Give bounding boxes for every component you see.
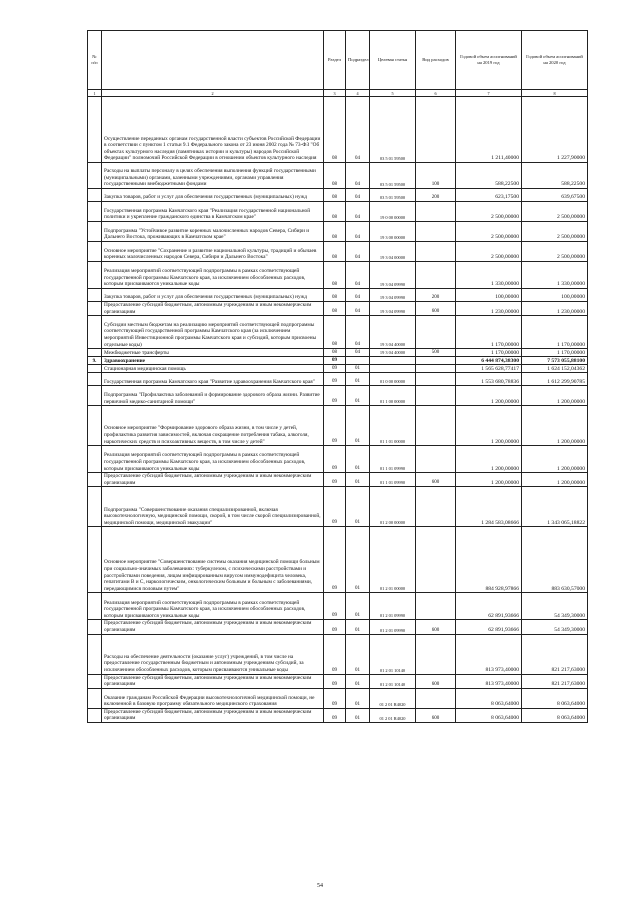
row-expense-type: 600 (416, 473, 456, 487)
row-expense-type: 200 (416, 289, 456, 302)
table-row (88, 357, 588, 365)
row-amount-2019: 2 500,00000 (456, 202, 522, 222)
row-expense-type (416, 487, 456, 527)
row-section: 08 (324, 163, 346, 189)
row-amount-2020: 1 624 152,04362 (522, 365, 588, 373)
row-amount-2019: 1 200,00000 (456, 406, 522, 446)
row-number (88, 634, 102, 674)
row-name: Расходы на выплаты персоналу в целях обеспечения выполнения функций государственными (муниципальными) органами, казенными учреждениями, органами управления государственными внебюджетными фондами (102, 163, 324, 189)
row-name: Предоставление субсидий бюджетным, автономным учреждениям и иным некоммерческим организациям (102, 674, 324, 688)
column-index: 6 (416, 90, 456, 97)
row-section: 09 (324, 593, 346, 620)
row-subsection: 01 (346, 593, 370, 620)
row-subsection: 01 (346, 473, 370, 487)
row-amount-2019: 62 891,93666 (456, 620, 522, 634)
header-target: Целевая статья (370, 31, 416, 90)
row-subsection: 04 (346, 97, 370, 163)
row-section: 08 (324, 349, 346, 357)
row-amount-2020: 1 343 065,18822 (522, 487, 588, 527)
row-target: 03 5 01 59500 (370, 97, 416, 163)
table-row (88, 688, 588, 708)
row-amount-2019: 6 444 874,38300 (456, 357, 522, 365)
table-row (88, 316, 588, 349)
row-subsection: 01 (346, 674, 370, 688)
row-target: 19 3 04 00000 (370, 242, 416, 262)
row-amount-2019: 1 230,00000 (456, 302, 522, 316)
row-target: 19 3 04 09990 (370, 289, 416, 302)
row-number (88, 365, 102, 373)
row-number: 9. (88, 357, 102, 365)
row-subsection: 01 (346, 365, 370, 373)
row-name: Подпрограмма "Профилактика заболеваний и формирование здорового образа жизни. Развитие первичной медико-санитарной помощи" (102, 386, 324, 406)
row-subsection: 01 (346, 386, 370, 406)
header-expense-type: Вид расходов (416, 31, 456, 90)
table-row (88, 349, 588, 357)
row-amount-2020: 2 500,00000 (522, 242, 588, 262)
row-section: 09 (324, 688, 346, 708)
table-row (88, 527, 588, 593)
row-number (88, 349, 102, 357)
row-target: 01 1 01 09990 (370, 473, 416, 487)
row-section: 08 (324, 202, 346, 222)
table-body (88, 97, 588, 723)
row-expense-type: 600 (416, 674, 456, 688)
row-section: 08 (324, 189, 346, 202)
row-expense-type (416, 373, 456, 386)
row-target: 19 3 04 09990 (370, 262, 416, 289)
row-target: 01 2 01 10140 (370, 634, 416, 674)
row-name: Реализация мероприятий соответствующей подпрограммы в рамках соответствующей государственной программы Камчатского края, за исключением обособленных расходов, которым присваиваются уникальные коды (102, 593, 324, 620)
row-section: 09 (324, 373, 346, 386)
row-name: Реализация мероприятий соответствующей подпрограммы в рамках соответствующей государственной программы Камчатского края, за исключением обособленных расходов, которым присваиваются уникальные коды (102, 446, 324, 473)
column-index: 7 (456, 90, 522, 97)
row-target: 01 2 01 R4020 (370, 708, 416, 722)
row-section: 08 (324, 302, 346, 316)
row-section: 09 (324, 386, 346, 406)
row-subsection: 01 (346, 527, 370, 593)
budget-table (87, 30, 588, 723)
table-row (88, 222, 588, 242)
row-subsection (346, 357, 370, 365)
row-amount-2019: 1 565 628,77417 (456, 365, 522, 373)
row-name: Осуществление переданных органам государственной власти субъектов Российской Федерации в соответствии с пунктом 1 статьи 9.1 Федерального закона от 23 июня 2002 года № 73-ФЗ "Об объектах культурного наследия (памятниках истории и культуры) народов Российской Федерации" полномочий Российской Федерации в отношении объектов культурного наследия (102, 97, 324, 163)
row-amount-2019: 623,17500 (456, 189, 522, 202)
table-row (88, 487, 588, 527)
row-section: 08 (324, 97, 346, 163)
row-section: 08 (324, 316, 346, 349)
row-amount-2019: 1 211,40000 (456, 97, 522, 163)
row-expense-type (416, 688, 456, 708)
row-number (88, 527, 102, 593)
row-amount-2019: 100,00000 (456, 289, 522, 302)
row-amount-2020: 588,22500 (522, 163, 588, 189)
row-amount-2020: 821 217,63000 (522, 674, 588, 688)
row-amount-2019: 2 500,00000 (456, 222, 522, 242)
header-amount-2020: Годовой объем ассигнований на 2020 год (522, 31, 588, 90)
row-name: Предоставление субсидий бюджетным, автономным учреждениям и иным некоммерческим организациям (102, 708, 324, 722)
row-target: 01 1 01 00000 (370, 406, 416, 446)
row-expense-type (416, 357, 456, 365)
row-amount-2020: 2 500,00000 (522, 222, 588, 242)
row-target: 19 0 00 00000 (370, 202, 416, 222)
row-name: Субсидии местным бюджетам на реализацию мероприятий соответствующей подпрограммы соответствующей государственной программы Камчатского края (за исключением мероприятий Инвестиционной программы Камчатского края и субсидий, которым присвоены отдельные коды) (102, 316, 324, 349)
row-name: Закупка товаров, работ и услуг для обеспечения государственных (муниципальных) нужд (102, 289, 324, 302)
row-expense-type (416, 527, 456, 593)
row-expense-type (416, 634, 456, 674)
column-index: 5 (370, 90, 416, 97)
row-amount-2019: 1 170,00000 (456, 316, 522, 349)
row-target: 19 3 00 00000 (370, 222, 416, 242)
row-section: 08 (324, 242, 346, 262)
row-section: 08 (324, 289, 346, 302)
row-amount-2019: 1 284 583,08666 (456, 487, 522, 527)
row-subsection: 01 (346, 620, 370, 634)
table-row (88, 446, 588, 473)
row-number (88, 189, 102, 202)
row-expense-type: 500 (416, 349, 456, 357)
row-subsection: 04 (346, 202, 370, 222)
row-amount-2019: 2 500,00000 (456, 242, 522, 262)
row-amount-2020: 821 217,63000 (522, 634, 588, 674)
row-amount-2020: 1 200,00000 (522, 406, 588, 446)
row-amount-2020: 1 170,00000 (522, 349, 588, 357)
row-name: Подпрограмма "Совершенствование оказания специализированной, включая высокотехнологичную, медицинской помощи, скорой, в том числе скорой специализированной, медицинской помощи, медицинской эвакуации" (102, 487, 324, 527)
row-expense-type (416, 406, 456, 446)
row-amount-2019: 1 200,00000 (456, 473, 522, 487)
row-expense-type: 600 (416, 620, 456, 634)
row-subsection: 04 (346, 163, 370, 189)
row-subsection: 04 (346, 289, 370, 302)
row-target: 01 1 01 09990 (370, 446, 416, 473)
header-name (102, 31, 324, 90)
table-row (88, 202, 588, 222)
row-target: 01 2 01 00000 (370, 527, 416, 593)
row-number (88, 487, 102, 527)
row-amount-2020: 1 230,00000 (522, 302, 588, 316)
row-target: 01 2 01 09990 (370, 593, 416, 620)
row-target: 01 2 01 R4020 (370, 688, 416, 708)
row-number (88, 674, 102, 688)
row-name: Предоставление субсидий бюджетным, автономным учреждениям и иным некоммерческим организациям (102, 620, 324, 634)
table-row (88, 386, 588, 406)
row-target: 01 2 00 00000 (370, 487, 416, 527)
row-amount-2020: 7 573 055,88100 (522, 357, 588, 365)
row-subsection: 04 (346, 262, 370, 289)
row-number (88, 688, 102, 708)
header-subsection: Подраздел (346, 31, 370, 90)
row-name: Расходы на обеспечение деятельности (оказание услуг) учреждений, в том числе на предоставление государственным бюджетным и автономным учреждениям субсидий, за исключением обособленных расходов, которым присваиваются уникальные коды (102, 634, 324, 674)
row-target: 19 3 04 09990 (370, 302, 416, 316)
column-index: 2 (102, 90, 324, 97)
row-name: Стационарная медицинская помощь (102, 365, 324, 373)
table-row (88, 620, 588, 634)
row-subsection: 04 (346, 242, 370, 262)
row-subsection: 04 (346, 189, 370, 202)
row-amount-2019: 588,22500 (456, 163, 522, 189)
row-amount-2020: 1 200,00000 (522, 473, 588, 487)
header-no: № п/п (88, 31, 102, 90)
row-number (88, 97, 102, 163)
row-name: Закупка товаров, работ и услуг для обеспечения государственных (муниципальных) нужд (102, 189, 324, 202)
row-name: Оказание гражданам Российской Федерации высокотехнологичной медицинской помощи, не включенной в базовую программу обязательного медицинского страхования (102, 688, 324, 708)
row-amount-2019: 1 330,00000 (456, 262, 522, 289)
row-name: Здравоохранение (102, 357, 324, 365)
row-expense-type: 100 (416, 163, 456, 189)
table-header-row (88, 31, 588, 90)
row-section: 09 (324, 527, 346, 593)
table-row (88, 163, 588, 189)
row-amount-2020: 54 349,30000 (522, 593, 588, 620)
row-subsection: 04 (346, 222, 370, 242)
row-target: 03 5 01 59500 (370, 189, 416, 202)
row-expense-type (416, 365, 456, 373)
row-section: 09 (324, 487, 346, 527)
row-section: 08 (324, 262, 346, 289)
row-target: 01 1 00 00000 (370, 386, 416, 406)
row-number (88, 620, 102, 634)
row-amount-2020: 639,67500 (522, 189, 588, 202)
row-amount-2019: 1 170,00000 (456, 349, 522, 357)
row-section: 09 (324, 620, 346, 634)
row-target: 01 2 01 09990 (370, 620, 416, 634)
row-section: 09 (324, 357, 346, 365)
row-name: Основное мероприятие "Сохранение и развитие национальной культуры, традиций и обычаев коренных малочисленных народов Севера, Сибири и Дальнего Востока" (102, 242, 324, 262)
table-row (88, 289, 588, 302)
table-row (88, 242, 588, 262)
row-amount-2020: 1 330,00000 (522, 262, 588, 289)
row-section: 09 (324, 473, 346, 487)
row-amount-2020: 54 349,30000 (522, 620, 588, 634)
row-amount-2020: 8 063,64000 (522, 708, 588, 722)
row-name: Межбюджетные трансферты (102, 349, 324, 357)
row-number (88, 446, 102, 473)
row-name: Основное мероприятие "Формирование здорового образа жизни, в том числе у детей, профилактика развития зависимостей, включая сокращение потребления табака, алкоголя, наркотических средств и психоактивных веществ, в том числе у детей" (102, 406, 324, 446)
row-target: 19 3 04 40000 (370, 316, 416, 349)
row-expense-type (416, 262, 456, 289)
table-row (88, 373, 588, 386)
row-subsection: 01 (346, 634, 370, 674)
row-subsection: 01 (346, 373, 370, 386)
row-section: 09 (324, 365, 346, 373)
row-number (88, 593, 102, 620)
table-row (88, 189, 588, 202)
row-subsection: 01 (346, 688, 370, 708)
row-amount-2020: 1 200,00000 (522, 386, 588, 406)
row-subsection: 04 (346, 316, 370, 349)
row-number (88, 262, 102, 289)
row-number (88, 406, 102, 446)
row-expense-type (416, 386, 456, 406)
row-name: Государственная программа Камчатского края "Реализация государственной национальной политики и укрепление гражданского единства в Камчатском крае" (102, 202, 324, 222)
table-row (88, 365, 588, 373)
row-subsection: 01 (346, 406, 370, 446)
table-row (88, 302, 588, 316)
row-amount-2019: 813 973,40000 (456, 674, 522, 688)
row-subsection: 04 (346, 302, 370, 316)
row-amount-2019: 813 973,40000 (456, 634, 522, 674)
row-name: Предоставление субсидий бюджетным, автономным учреждениям и иным некоммерческим организациям (102, 473, 324, 487)
row-subsection: 04 (346, 349, 370, 357)
row-target: 19 3 04 40000 (370, 349, 416, 357)
row-subsection: 01 (346, 708, 370, 722)
row-target (370, 357, 416, 365)
row-number (88, 708, 102, 722)
row-amount-2019: 1 200,00000 (456, 386, 522, 406)
row-name: Предоставление субсидий бюджетным, автономным учреждениям и иным некоммерческим организациям (102, 302, 324, 316)
row-amount-2019: 8 063,64000 (456, 688, 522, 708)
table-row (88, 473, 588, 487)
row-amount-2019: 884 928,97866 (456, 527, 522, 593)
row-amount-2019: 62 891,93666 (456, 593, 522, 620)
row-number (88, 373, 102, 386)
row-name: Основное мероприятие "Совершенствование системы оказания медицинской помощи больным при социально-значимых заболеваниях: туберкулезом, с психическими расстройствами и расстройствами поведения, лицам инфицированным вирусом иммунодефицита человека, гепатитами B и C, наркологическим, онкологическим больным и больным с заболеваниями, передающимися половым путем" (102, 527, 324, 593)
row-amount-2020: 1 227,90000 (522, 97, 588, 163)
row-expense-type (416, 222, 456, 242)
row-subsection: 01 (346, 446, 370, 473)
row-target: 01 2 01 10140 (370, 674, 416, 688)
row-section: 09 (324, 674, 346, 688)
row-number (88, 222, 102, 242)
row-expense-type (416, 593, 456, 620)
row-number (88, 316, 102, 349)
table-row (88, 634, 588, 674)
row-amount-2019: 8 063,64000 (456, 708, 522, 722)
table-row (88, 262, 588, 289)
row-section: 08 (324, 222, 346, 242)
row-amount-2020: 883 630,57000 (522, 527, 588, 593)
row-number (88, 386, 102, 406)
row-amount-2019: 1 200,00000 (456, 446, 522, 473)
row-target: 01 0 00 00000 (370, 373, 416, 386)
header-amount-2019: Годовой объем ассигнований на 2019 год (456, 31, 522, 90)
table-row (88, 674, 588, 688)
row-section: 09 (324, 446, 346, 473)
row-section: 09 (324, 708, 346, 722)
row-target: 03 5 01 59500 (370, 163, 416, 189)
row-target (370, 365, 416, 373)
table-row (88, 97, 588, 163)
row-expense-type (416, 242, 456, 262)
row-amount-2019: 1 553 680,78836 (456, 373, 522, 386)
column-index: 8 (522, 90, 588, 97)
column-index: 4 (346, 90, 370, 97)
table-row (88, 593, 588, 620)
row-subsection: 01 (346, 487, 370, 527)
row-name: Государственная программа Камчатского края "Развитие здравоохранения Камчатского края" (102, 373, 324, 386)
row-expense-type (416, 446, 456, 473)
row-expense-type (416, 202, 456, 222)
row-name: Подпрограмма "Устойчивое развитие коренных малочисленных народов Севера, Сибири и Дальнего Востока, проживающих в Камчатском крае" (102, 222, 324, 242)
row-expense-type: 200 (416, 189, 456, 202)
page-number: 54 (317, 883, 323, 889)
row-amount-2020: 8 063,64000 (522, 688, 588, 708)
row-amount-2020: 1 612 299,90785 (522, 373, 588, 386)
row-number (88, 302, 102, 316)
column-index: 3 (324, 90, 346, 97)
row-number (88, 242, 102, 262)
row-number (88, 473, 102, 487)
row-expense-type: 600 (416, 302, 456, 316)
row-number (88, 202, 102, 222)
column-index: 1 (88, 90, 102, 97)
row-section: 09 (324, 406, 346, 446)
header-section: Раздел (324, 31, 346, 90)
row-number (88, 289, 102, 302)
row-expense-type (416, 97, 456, 163)
row-expense-type (416, 316, 456, 349)
row-number (88, 163, 102, 189)
row-amount-2020: 1 200,00000 (522, 446, 588, 473)
row-amount-2020: 100,00000 (522, 289, 588, 302)
row-name: Реализация мероприятий соответствующей подпрограммы в рамках соответствующей государственной программы Камчатского края, за исключением обособленных расходов, которым присваиваются уникальные коды (102, 262, 324, 289)
row-section: 09 (324, 634, 346, 674)
row-expense-type: 600 (416, 708, 456, 722)
table-row (88, 406, 588, 446)
row-amount-2020: 2 500,00000 (522, 202, 588, 222)
column-index-row (88, 90, 588, 97)
table-row (88, 708, 588, 722)
row-amount-2020: 1 170,00000 (522, 316, 588, 349)
